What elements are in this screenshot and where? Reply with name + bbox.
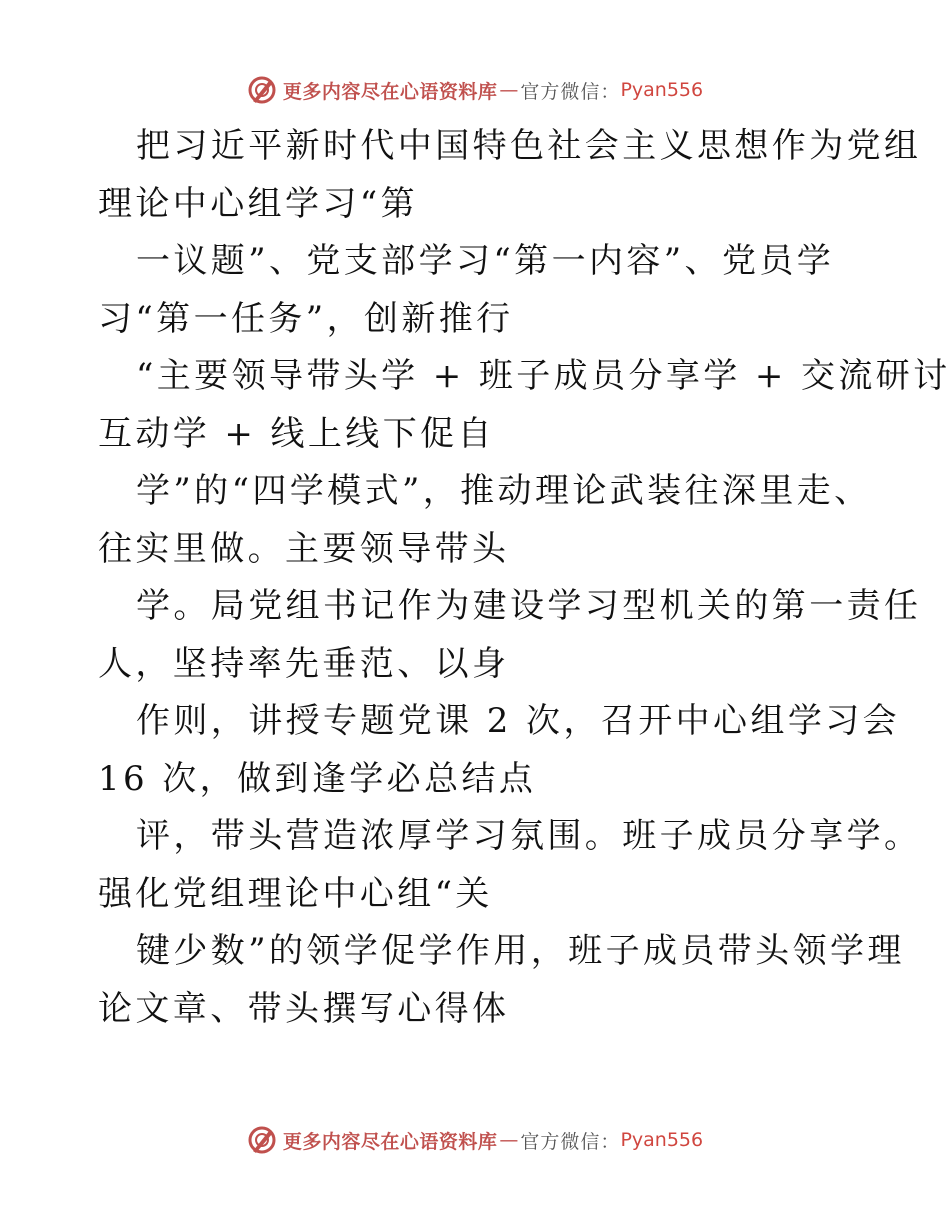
body-line: “主要领导带头学 + 班子成员分享学 + 交流研讨 [136,356,951,396]
red-pen-circle-logo-icon [247,75,277,105]
body-line: 作则，讲授专题党课 2 次，召开中心组学习会 [136,701,901,741]
body-line: 评，带头营造浓厚学习氛围。班子成员分享学。 [136,816,922,856]
body-line: 习“第一任务”，创新推行 [98,298,514,339]
body-line: 论文章、带头撰写心得体 [98,988,510,1029]
header-official-label: 官方微信： [520,80,621,103]
body-line: 理论中心组学习“第 [98,183,418,224]
footer-official-label: 官方微信： [520,1130,621,1153]
header-wechat-id: Pyan556 [620,79,704,101]
body-line: 把习近平新时代中国特色社会主义思想作为党组 [136,126,922,166]
body-line: 人，坚持率先垂范、以身 [98,643,510,684]
body-line: 学。局党组书记作为建设学习型机关的第一责任 [136,586,922,626]
body-line: 强化党组理论中心组“关 [98,873,493,914]
footer-wechat-id: Pyan556 [620,1129,704,1151]
body-line: 往实里做。主要领导带头 [98,528,510,569]
footer-watermark-banner [0,1120,950,1160]
body-line: 16 次，做到逢学必总结点 [98,758,537,799]
body-line: 键少数”的领学促学作用，班子成员带头领学理 [136,931,905,971]
red-pen-circle-logo-icon [247,1125,277,1155]
footer-separator: — [499,1129,519,1151]
document-body [98,118,951,1038]
header-separator: — [499,79,519,101]
body-line: 学”的“四学模式”，推动理论武装往深里走、 [136,471,872,511]
body-line: 互动学 + 线上线下促自 [98,413,495,454]
header-brand-text: 更多内容尽在心语资料库 [282,80,498,103]
footer-brand-text: 更多内容尽在心语资料库 [282,1130,498,1153]
header-watermark-banner [0,70,950,110]
body-line: 一议题”、党支部学习“第一内容”、党员学 [136,241,835,281]
